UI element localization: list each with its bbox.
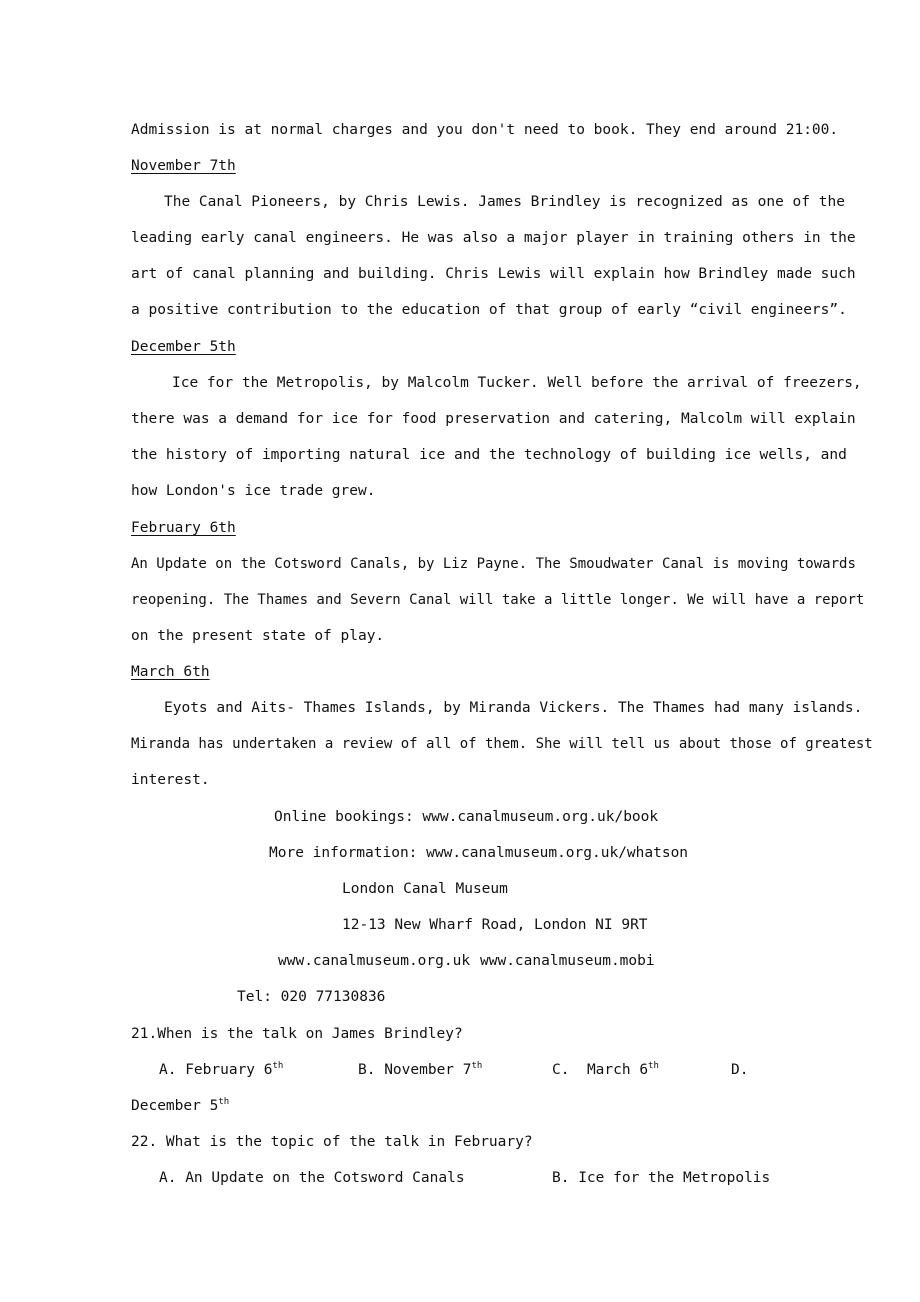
question-22-option-a xyxy=(159,1168,465,1188)
option-label: B. xyxy=(358,1062,376,1078)
question-22-stem: 22. What is the topic of the talk in February? xyxy=(131,1134,533,1150)
option-text: An Update on the Cotsword Canals xyxy=(185,1170,465,1186)
option-sup: th xyxy=(272,1061,284,1071)
question-21-option-d xyxy=(131,1096,229,1116)
website-primary: www.canalmuseum.org.uk xyxy=(278,953,471,969)
event-date-february: February 6th xyxy=(131,520,236,536)
event-february-line-1: An Update on the Cotsword Canals, by Liz Payne. The Smoudwater Canal is moving towards xyxy=(131,556,856,572)
event-date-march: March 6th xyxy=(131,664,210,680)
event-march-line-3: interest. xyxy=(131,772,210,788)
event-november-line-3: art of canal planning and building. Chris Lewis will explain how Brindley made such xyxy=(131,266,856,282)
website-mobile: www.canalmuseum.mobi xyxy=(480,953,655,969)
event-march-line-1: Eyots and Aits- Thames Islands, by Miranda Vickers. The Thames had many islands. xyxy=(164,700,863,716)
event-march-line-2: Miranda has undertaken a review of all of them. She will tell us about those of greatest xyxy=(131,736,873,752)
museum-name: London Canal Museum xyxy=(342,881,508,897)
event-november-line-4: a positive contribution to the education of that group of early “civil engineers”. xyxy=(131,302,847,318)
more-information: More information: www.canalmuseum.org.uk/whatson xyxy=(269,845,689,861)
online-bookings: Online bookings: www.canalmuseum.org.uk/book xyxy=(274,809,659,825)
event-december-line-4: how London's ice trade grew. xyxy=(131,483,376,499)
option-sup: th xyxy=(471,1061,483,1071)
question-21-option-a xyxy=(159,1060,283,1080)
option-sup: th xyxy=(648,1061,659,1071)
question-21-option-d-label: D. xyxy=(731,1062,749,1078)
event-date-november: November 7th xyxy=(131,158,236,174)
option-text: February 6 xyxy=(185,1062,273,1078)
event-february-line-3: on the present state of play. xyxy=(131,628,385,644)
question-21-option-c xyxy=(552,1060,659,1080)
event-december-line-3: the history of importing natural ice and the technology of building ice wells, and xyxy=(131,447,847,463)
option-text: Ice for the Metropolis xyxy=(578,1170,771,1186)
option-label: A. xyxy=(159,1170,177,1186)
event-november-line-1: The Canal Pioneers, by Chris Lewis. James Brindley is recognized as one of the xyxy=(164,194,845,210)
option-text: November 7 xyxy=(384,1062,472,1078)
event-date-december: December 5th xyxy=(131,339,236,355)
event-december-line-1: Ice for the Metropolis, by Malcolm Tucker. Well before the arrival of freezers, xyxy=(172,375,862,391)
option-sup: th xyxy=(218,1097,230,1107)
event-november-line-2: leading early canal engineers. He was also a major player in training others in the xyxy=(131,230,856,246)
option-label: C. xyxy=(552,1062,570,1078)
option-label: A. xyxy=(159,1062,177,1078)
option-text: March 6 xyxy=(586,1062,649,1078)
option-text: December 5 xyxy=(131,1098,219,1114)
question-21-stem: 21.When is the talk on James Brindley? xyxy=(131,1026,463,1042)
telephone: Tel: 020 77130836 xyxy=(237,989,386,1005)
question-21-option-b xyxy=(358,1060,482,1080)
question-22-option-b xyxy=(552,1168,770,1188)
option-label: B. xyxy=(552,1170,570,1186)
event-december-line-2: there was a demand for ice for food preservation and catering, Malcolm will explain xyxy=(131,411,856,427)
event-february-line-2: reopening. The Thames and Severn Canal will take a little longer. We will have a report xyxy=(131,592,865,608)
museum-address: 12-13 New Wharf Road, London NI 9RT xyxy=(342,917,648,933)
intro-line: Admission is at normal charges and you don't need to book. They end around 21:00. xyxy=(131,122,839,138)
